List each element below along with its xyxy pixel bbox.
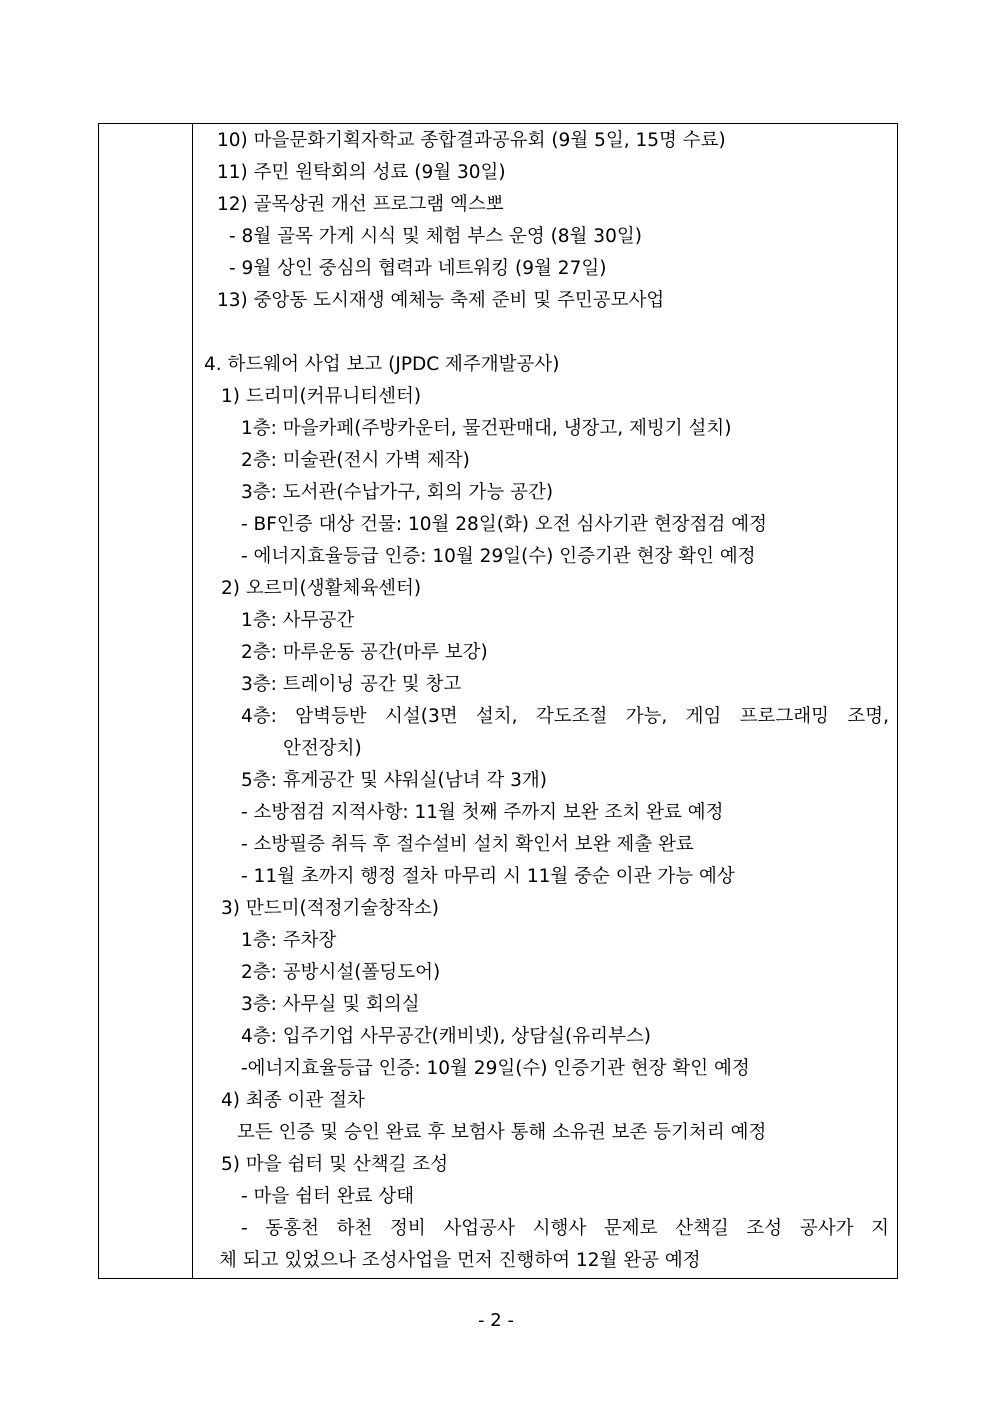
list-item: - BF인증 대상 건물: 10월 28일(화) 오전 심사기관 현장점검 예정 — [241, 514, 767, 535]
list-item: 2층: 마루운동 공간(마루 보강) — [241, 642, 488, 663]
list-item: - 에너지효율등급 인증: 10월 29일(수) 인증기관 현장 확인 예정 — [241, 546, 756, 567]
list-item: - 소방필증 취득 후 절수설비 설치 확인서 보완 제출 완료 — [241, 834, 694, 855]
list-item: 1층: 주차장 — [241, 930, 337, 951]
subsection-heading: 4) 최종 이관 절차 — [221, 1090, 365, 1111]
subsection-heading: 1) 드리미(커뮤니티센터) — [221, 386, 422, 407]
list-item: 3층: 트레이닝 공간 및 창고 — [241, 674, 462, 695]
list-item: 2층: 미술관(전시 가벽 제작) — [241, 450, 470, 471]
list-item: - 9월 상인 중심의 협력과 네트워킹 (9월 27일) — [229, 258, 607, 279]
list-item: 11) 주민 원탁회의 성료 (9월 30일) — [217, 162, 506, 183]
list-item: - 11월 초까지 행정 절차 마무리 시 11월 중순 이관 가능 예상 — [241, 866, 735, 887]
list-item-continuation: 안전장치) — [283, 738, 362, 759]
list-item: 10) 마을문화기획자학교 종합결과공유회 (9월 5일, 15명 수료) — [217, 130, 726, 151]
list-item: - 소방점검 지적사항: 11월 첫째 주까지 보완 조치 완료 예정 — [241, 802, 724, 823]
list-item: 1층: 사무공간 — [241, 610, 355, 631]
list-item: -에너지효율등급 인증: 10월 29일(수) 인증기관 현장 확인 예정 — [241, 1058, 750, 1079]
list-item: 13) 중앙동 도시재생 예체능 축제 준비 및 주민공모사업 — [217, 290, 665, 311]
section-heading: 4. 하드웨어 사업 보고 (JPDC 제주개발공사) — [204, 354, 560, 375]
list-item: 4층: 암벽등반 시설(3면 설치, 각도조절 가능, 게임 프로그래밍 조명, — [241, 706, 889, 727]
paragraph: 모든 인증 및 승인 완료 후 보험사 통해 소유권 보존 등기처리 예정 — [237, 1122, 767, 1143]
list-item: - 동홍천 하천 정비 사업공사 시행사 문제로 산책길 조성 공사가 지 — [241, 1218, 889, 1239]
table-content-cell — [193, 124, 897, 1278]
page-number: - 2 - — [478, 1310, 514, 1331]
subsection-heading: 2) 오르미(생활체육센터) — [221, 578, 422, 599]
list-item: 12) 골목상권 개선 프로그램 엑스뽀 — [217, 194, 504, 215]
subsection-heading: 5) 마을 쉼터 및 산책길 조성 — [221, 1154, 449, 1175]
report-table — [98, 123, 898, 1279]
list-item: 5층: 휴게공간 및 샤워실(남녀 각 3개) — [241, 770, 547, 791]
list-item: 3층: 도서관(수납가구, 회의 가능 공간) — [241, 482, 554, 503]
list-item: 3층: 사무실 및 회의실 — [241, 994, 420, 1015]
subsection-heading: 3) 만드미(적정기술창작소) — [221, 898, 440, 919]
list-item-continuation: 체 되고 있었으나 조성사업을 먼저 진행하여 12월 완공 예정 — [219, 1250, 701, 1271]
list-item: - 8월 골목 가게 시식 및 체험 부스 운영 (8월 30일) — [229, 226, 642, 247]
list-item: - 마을 쉼터 완료 상태 — [241, 1186, 415, 1207]
list-item: 4층: 입주기업 사무공간(캐비넷), 상담실(유리부스) — [241, 1026, 651, 1047]
list-item: 2층: 공방시설(폴딩도어) — [241, 962, 441, 983]
list-item: 1층: 마을카페(주방카운터, 물건판매대, 냉장고, 제빙기 설치) — [241, 418, 732, 439]
table-label-column — [99, 124, 193, 1278]
